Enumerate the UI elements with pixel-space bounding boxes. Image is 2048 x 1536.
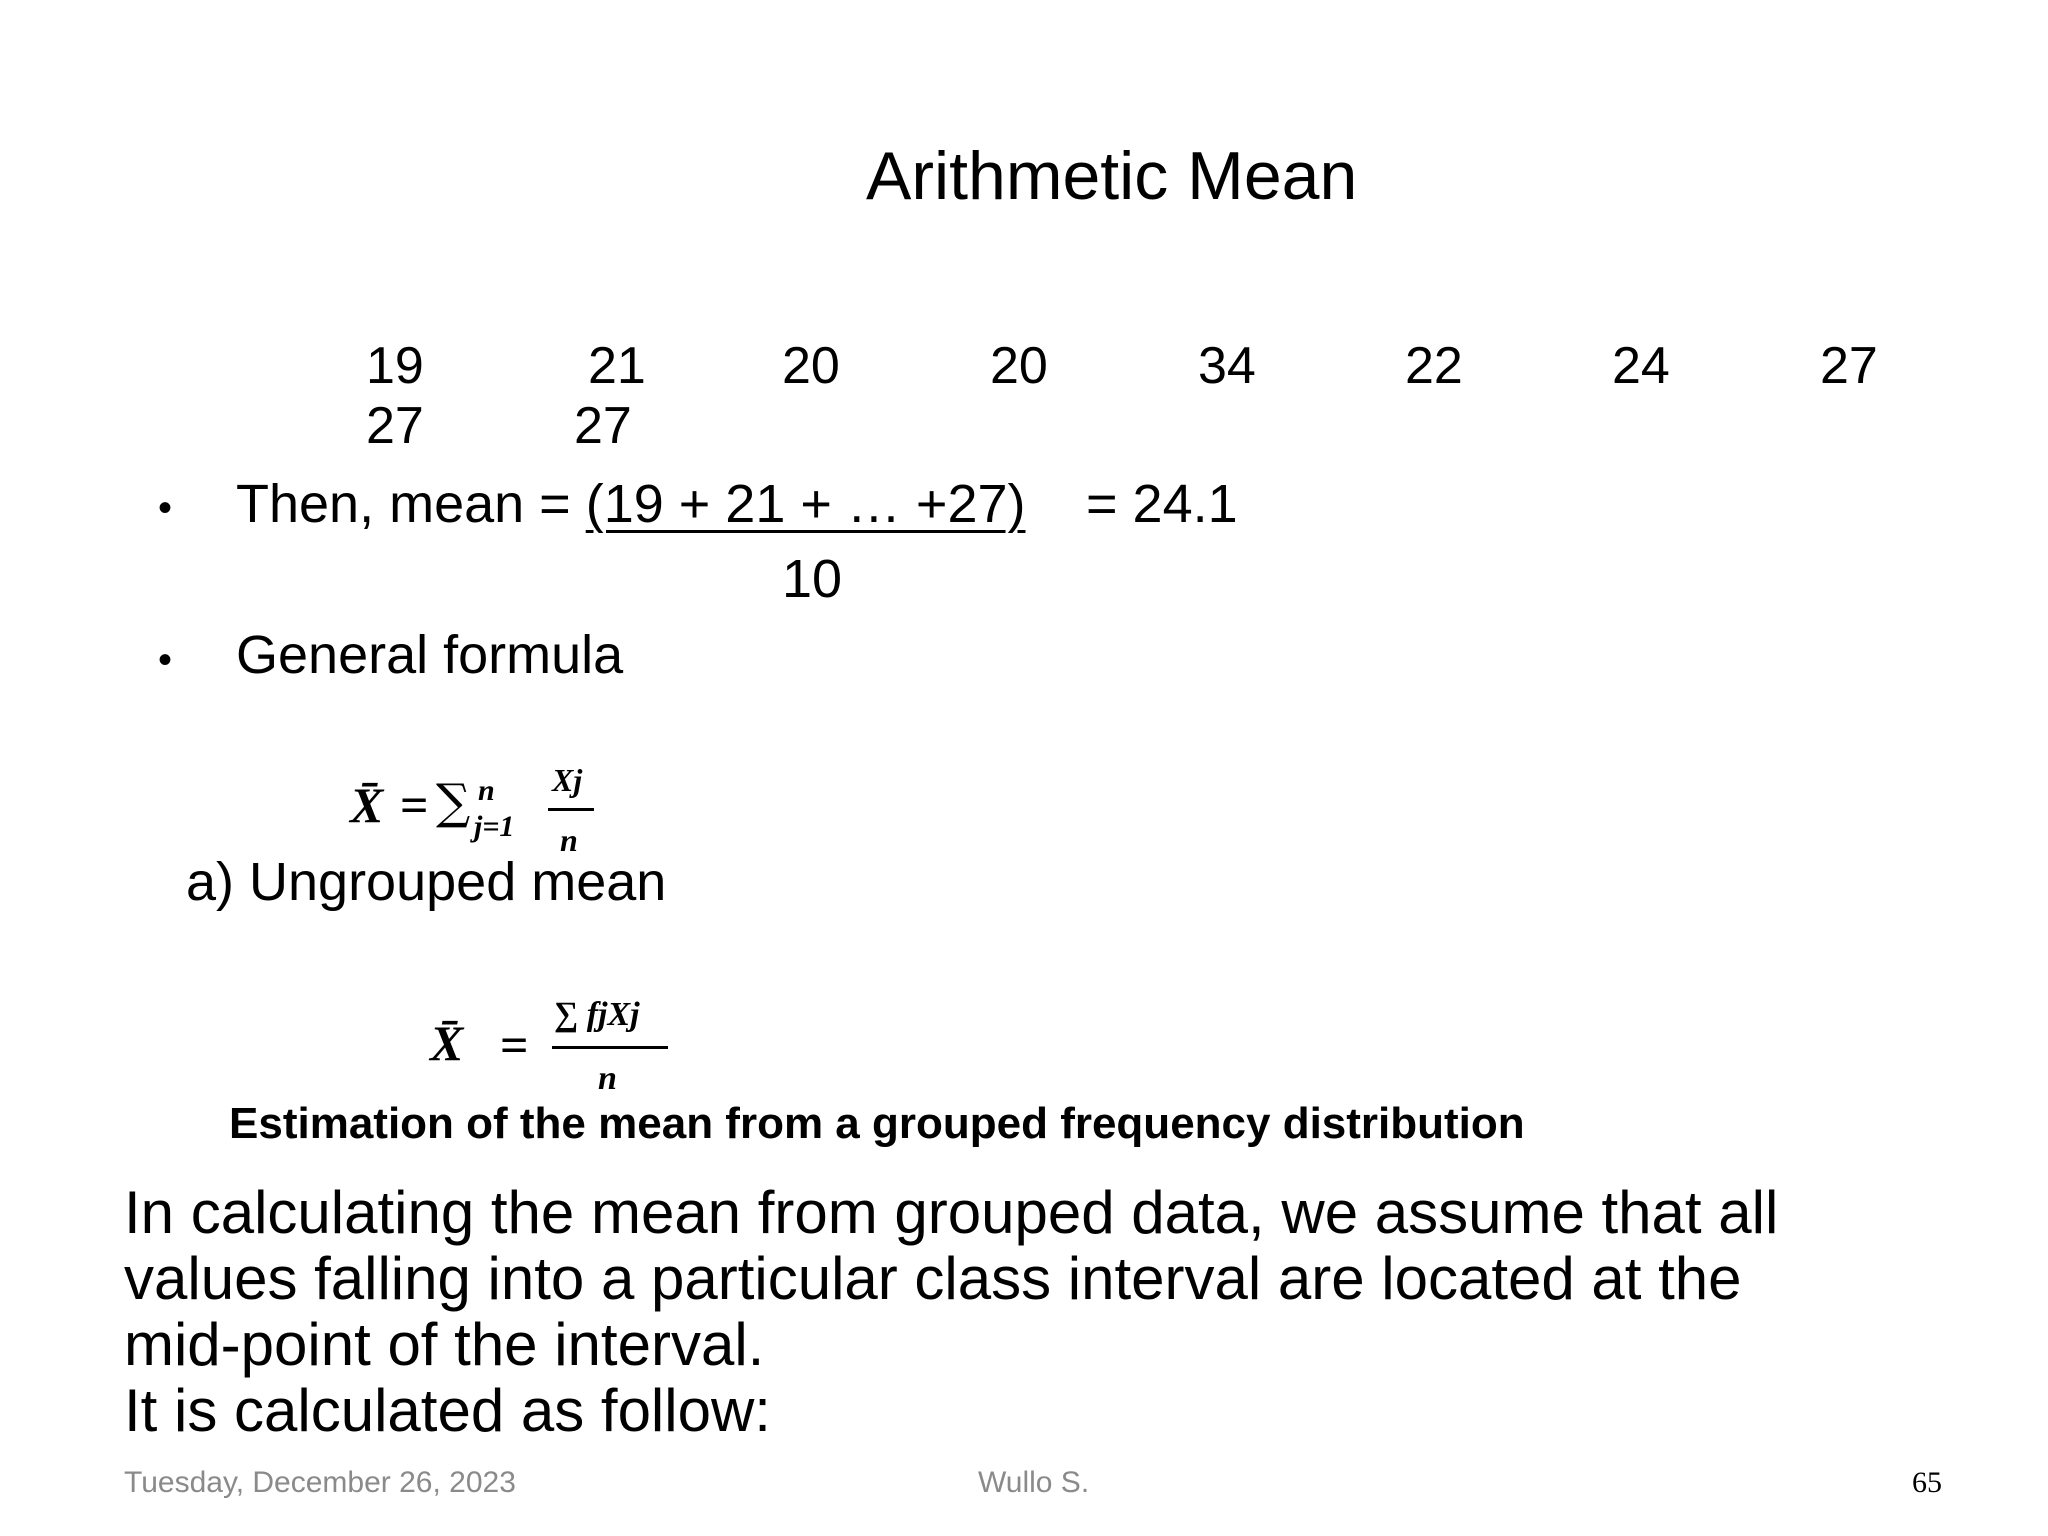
- sigma-lower-limit: j=1: [474, 810, 515, 843]
- mean-prefix: Then, mean =: [236, 474, 586, 534]
- sigma-upper-limit: n: [478, 774, 495, 807]
- number-value: 21: [588, 337, 646, 395]
- fraction-numerator: ∑ fjXj: [554, 996, 640, 1033]
- number-value: 34: [1198, 337, 1256, 395]
- subheading: Estimation of the mean from a grouped frequency distribution: [229, 1099, 1525, 1148]
- bullet-marker: •: [158, 486, 173, 530]
- formula-equals: =: [400, 777, 429, 833]
- number-value: 19: [366, 337, 424, 395]
- formula-equals: =: [500, 1017, 529, 1073]
- page-number: 65: [1912, 1466, 1942, 1499]
- number-value: 27: [366, 397, 424, 455]
- number-value: 20: [990, 337, 1048, 395]
- footer-date: Tuesday, December 26, 2023: [124, 1466, 516, 1499]
- formula-xbar: X̄: [430, 1015, 464, 1071]
- number-value: 22: [1405, 337, 1463, 395]
- paragraph-line: In calculating the mean from grouped data, we assume that all: [124, 1179, 1779, 1246]
- mean-result: = 24.1: [1086, 474, 1238, 534]
- paragraph-line: It is calculated as follow:: [124, 1377, 771, 1444]
- general-formula-label: General formula: [236, 625, 624, 685]
- mean-denominator: 10: [782, 549, 843, 609]
- ungrouped-mean-label: a) Ungrouped mean: [186, 852, 667, 912]
- fraction-bar: [548, 808, 594, 811]
- slide-title: Arithmetic Mean: [866, 138, 1358, 214]
- paragraph-line: mid-point of the interval.: [124, 1311, 765, 1378]
- number-value: 27: [1820, 337, 1878, 395]
- fraction-denominator: n: [598, 1060, 617, 1097]
- paragraph-line: values falling into a particular class interval are located at the: [124, 1245, 1742, 1312]
- footer-author: Wullo S.: [978, 1466, 1090, 1499]
- number-value: 20: [782, 337, 840, 395]
- fraction-numerator: Xj: [552, 762, 583, 798]
- mean-line: [236, 474, 1026, 534]
- number-value: 24: [1612, 337, 1670, 395]
- bullet-marker: •: [158, 638, 173, 682]
- fraction-bar: [552, 1046, 668, 1049]
- sigma-symbol: ∑: [436, 774, 471, 830]
- number-value: 27: [574, 397, 632, 455]
- fraction-denominator: n: [560, 822, 578, 858]
- formula-xbar: X̄: [350, 777, 384, 833]
- mean-numerator: (19 + 21 + … +27): [585, 474, 1026, 534]
